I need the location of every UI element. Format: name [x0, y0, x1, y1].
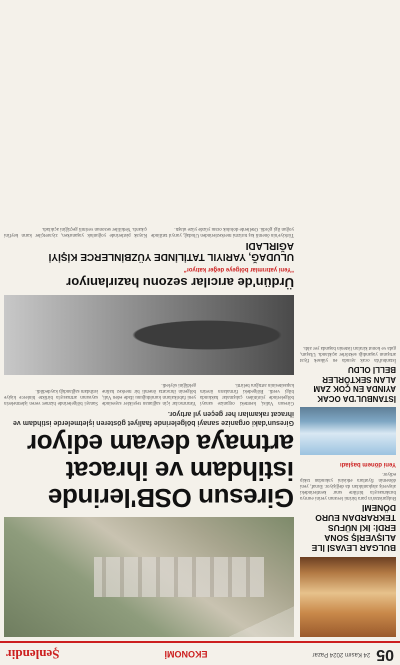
issue-date: 24 Kasım 2024 Pazar — [312, 651, 371, 657]
main-headline: Giresun OSB'lerinde istihdam ve ihracat artmaya devam ediyor — [27, 429, 294, 513]
pull-quote: "Yeni yatırımlar bölgeye değer katıyor" — [183, 266, 294, 272]
article-columns — [4, 381, 294, 405]
story-text: Kayak pistlerinde yoğunluk yaşanırken, ziyaretçiler karın keyfini çıkardı. Yetkililer sezonun verimli geçtiğini açıkladı. — [4, 226, 147, 237]
article-text: Sanayi bölgelerinde hizmet veren işletmelerin sayısının artmasıyla birlikte binlerce kişiye istihdam sağlandığı kaydedildi. — [4, 388, 98, 405]
story-title: İSTANBUL'DA OCAK AYINDA EN ÇOK ZAM ALAN SEKTÖRLER BELLİ OLDU — [313, 365, 396, 403]
story-body: İstanbul'da ocak ayında en yüksek fiyat artışının yaşandığı sektörler açıklandı. Ulaşım, gıda ve konut kiraları listenin başında yer aldı. — [300, 345, 396, 362]
story-body: Bulgaristan'ın para birimi levanın yerini euroya bırakmasıyla birlikte sınır kentlerindeki alışveriş alışkanlıkları da değişiyor. Esnaf, yeni dönemin fiyatlara etkisini yakından takip ediyor. — [300, 471, 396, 500]
official-photo — [4, 295, 294, 375]
story-headline: ULUDAĞ, YARIYIL TATİLİNDE YÜZBİNLERCE KİŞİYİ AĞIRLADI — [48, 240, 294, 262]
story-title: BULGAR LEVASİ İLE ALIŞVERİŞ SONA ERDİ: İKİ NÜFUS TEKRARDAN EURO DÖNEMİ — [311, 503, 396, 553]
city-photo — [300, 407, 396, 455]
headline-deck: Giresun'daki organize sanayi bölgelerinde faaliyet gösteren işletmelerde istihdam ve ihracat rakamları her geçen yıl artıyor. — [13, 410, 294, 426]
section-headline: Ürdün'de arıcılar sezonu hazırlanıyor — [66, 275, 294, 290]
newspaper-logo: Şenlendir — [6, 647, 60, 662]
page-number: 05 — [376, 646, 394, 663]
main-column — [4, 5, 294, 637]
left-column — [300, 5, 396, 637]
market-photo — [300, 557, 396, 637]
section-label: EKONOMİ — [164, 649, 208, 659]
story-columns — [4, 225, 294, 237]
story-text: Türkiye'nin önemli kış turizmi merkezlerinden Uludağ, yarıyıl tatilinde yoğun ilgi gördü. Otellerde doluluk oranı yüzde yüze ulaştı. — [151, 226, 294, 237]
story-subheading: Yeni dönem başladı — [339, 461, 396, 467]
aerial-photo — [4, 517, 294, 637]
page-header — [0, 641, 400, 665]
article-text: Giresun Valisi, kentteki organize sanayi bölgelerinde yürütülen çalışmalar hakkında bilgi verdi. Bölgedeki firmaların üretim kapasitesinin arttığını belirtti. — [200, 382, 294, 405]
article-text: Yatırımcılar için sağlanan teşvikler sayesinde yeni fabrikaların kurulduğunu ifade eden Vali, bölgenin ihracatta önemli bir merkez haline geldiğini söyledi. — [102, 382, 196, 405]
